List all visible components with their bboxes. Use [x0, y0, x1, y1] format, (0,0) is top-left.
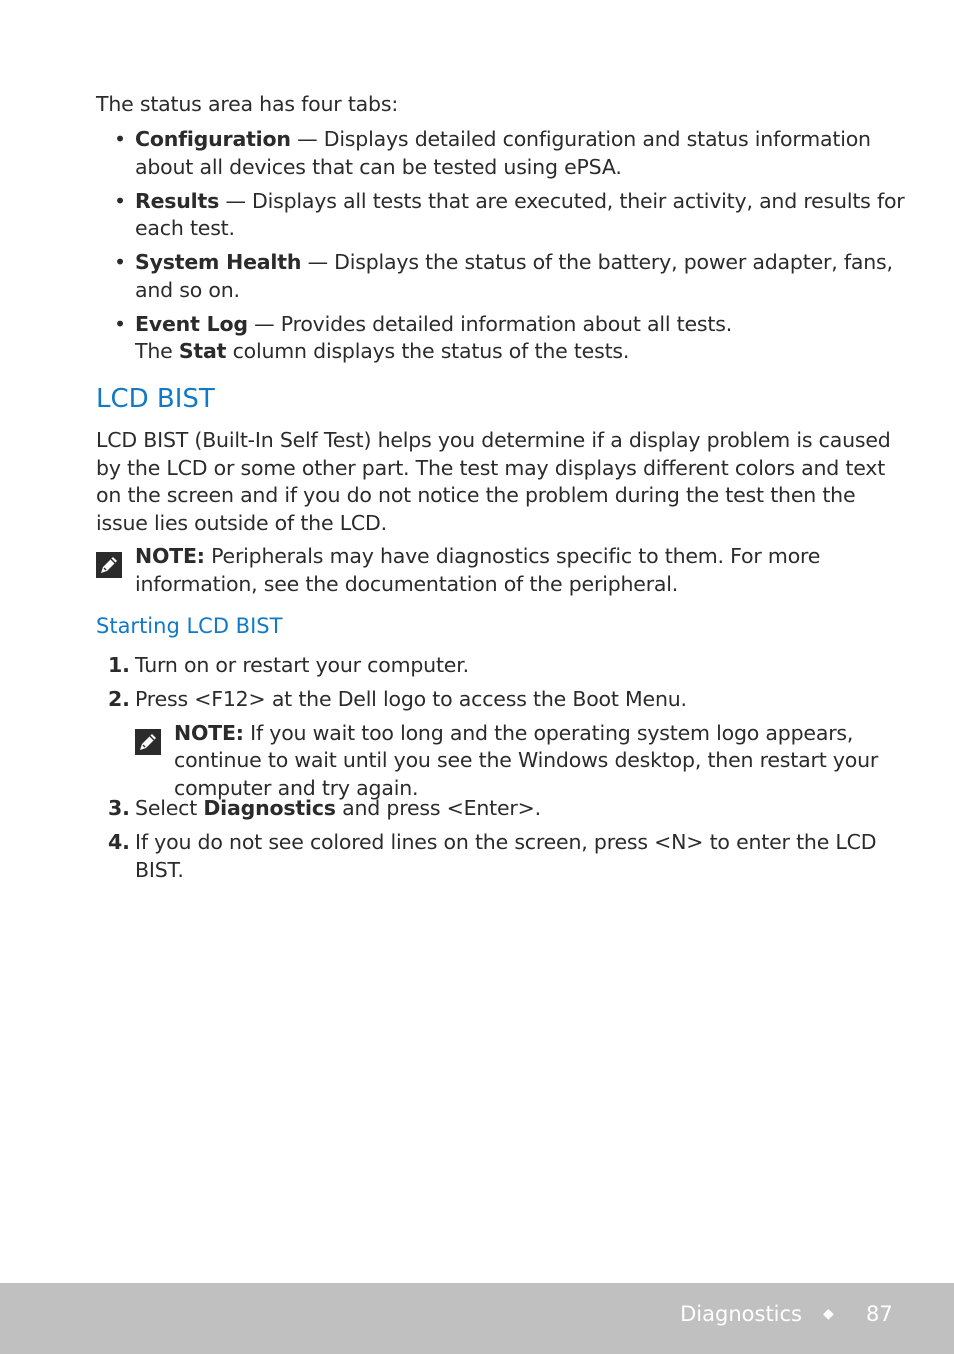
tab-description: — Displays the status of the battery, power adapter, fans, and so on. [135, 250, 893, 302]
step-text: Press <F12> at the Dell logo to access the Boot Menu. [135, 687, 687, 711]
bullet-dot: • [114, 188, 126, 213]
note-label: NOTE: [135, 544, 205, 568]
list-item [112, 126, 912, 181]
note-pencil-icon [135, 729, 161, 755]
status-intro: The status area has four tabs: [96, 92, 399, 116]
list-item [106, 795, 896, 823]
tab-description: — Provides detailed information about all tests. [247, 311, 733, 336]
list-item [106, 686, 896, 800]
list-item [112, 249, 912, 304]
steps-list [106, 652, 896, 891]
note-body [135, 543, 895, 598]
note-text: If you wait too long and the operating system logo appears, continue to wait until you see the Windows desktop, then restart your computer and try again. [174, 720, 879, 800]
diamond-separator-icon: ◆ [823, 1306, 834, 1322]
page-number: 87 [866, 1302, 893, 1326]
note-wait [135, 720, 896, 800]
step-number: 1. [108, 653, 130, 677]
tabs-list [112, 126, 912, 366]
footer-section-title: Diagnostics [680, 1302, 802, 1326]
bullet-dot: • [114, 127, 126, 151]
step-text-post: and press <Enter>. [335, 796, 541, 820]
step-text: If you do not see colored lines on the screen, press <N> to enter the LCD BIST. [135, 830, 877, 882]
note-body [174, 720, 894, 803]
stat-line-pre: The [135, 339, 179, 363]
stat-line-post: column displays the status of the tests. [226, 339, 630, 363]
note-peripherals [96, 543, 906, 599]
note-pencil-icon [96, 552, 122, 578]
step-text-bold: Diagnostics [203, 796, 336, 820]
note-text: Peripherals may have diagnostics specific to them. For more information, see the documentation of the peripheral. [135, 544, 821, 596]
lcd-bist-heading: LCD BIST [96, 384, 215, 414]
bullet-dot: • [114, 250, 126, 274]
step-text: Turn on or restart your computer. [135, 653, 469, 677]
tab-name: Results [135, 188, 220, 213]
list-item [112, 311, 912, 366]
step-number: 4. [108, 830, 130, 854]
tab-name: Event Log [135, 311, 248, 336]
tab-name: Configuration [135, 127, 291, 151]
step-text-pre: Select [135, 796, 204, 820]
list-item [106, 829, 896, 884]
tab-description: — Displays detailed configuration and status information about all devices that can be tested using ePSA. [135, 127, 871, 179]
note-label: NOTE: [174, 720, 244, 745]
step-number: 3. [108, 796, 130, 820]
step-number: 2. [108, 687, 130, 711]
bullet-dot: • [114, 311, 126, 336]
stat-line-bold: Stat [178, 339, 227, 363]
lcd-bist-paragraph: LCD BIST (Built-In Self Test) helps you determine if a display problem is caused by the LCD or some other part. The test may displays different colors and text on the screen and if you do not notice the problem during the test then the issue lies outside of the LCD. [96, 428, 891, 535]
tab-description: — Displays all tests that are executed, their activity, and results for each test. [135, 188, 905, 240]
list-item [112, 188, 912, 243]
page-footer [0, 1283, 954, 1354]
tab-name: System Health [135, 250, 302, 274]
starting-lcd-bist-heading: Starting LCD BIST [96, 614, 283, 638]
list-item [106, 652, 896, 680]
